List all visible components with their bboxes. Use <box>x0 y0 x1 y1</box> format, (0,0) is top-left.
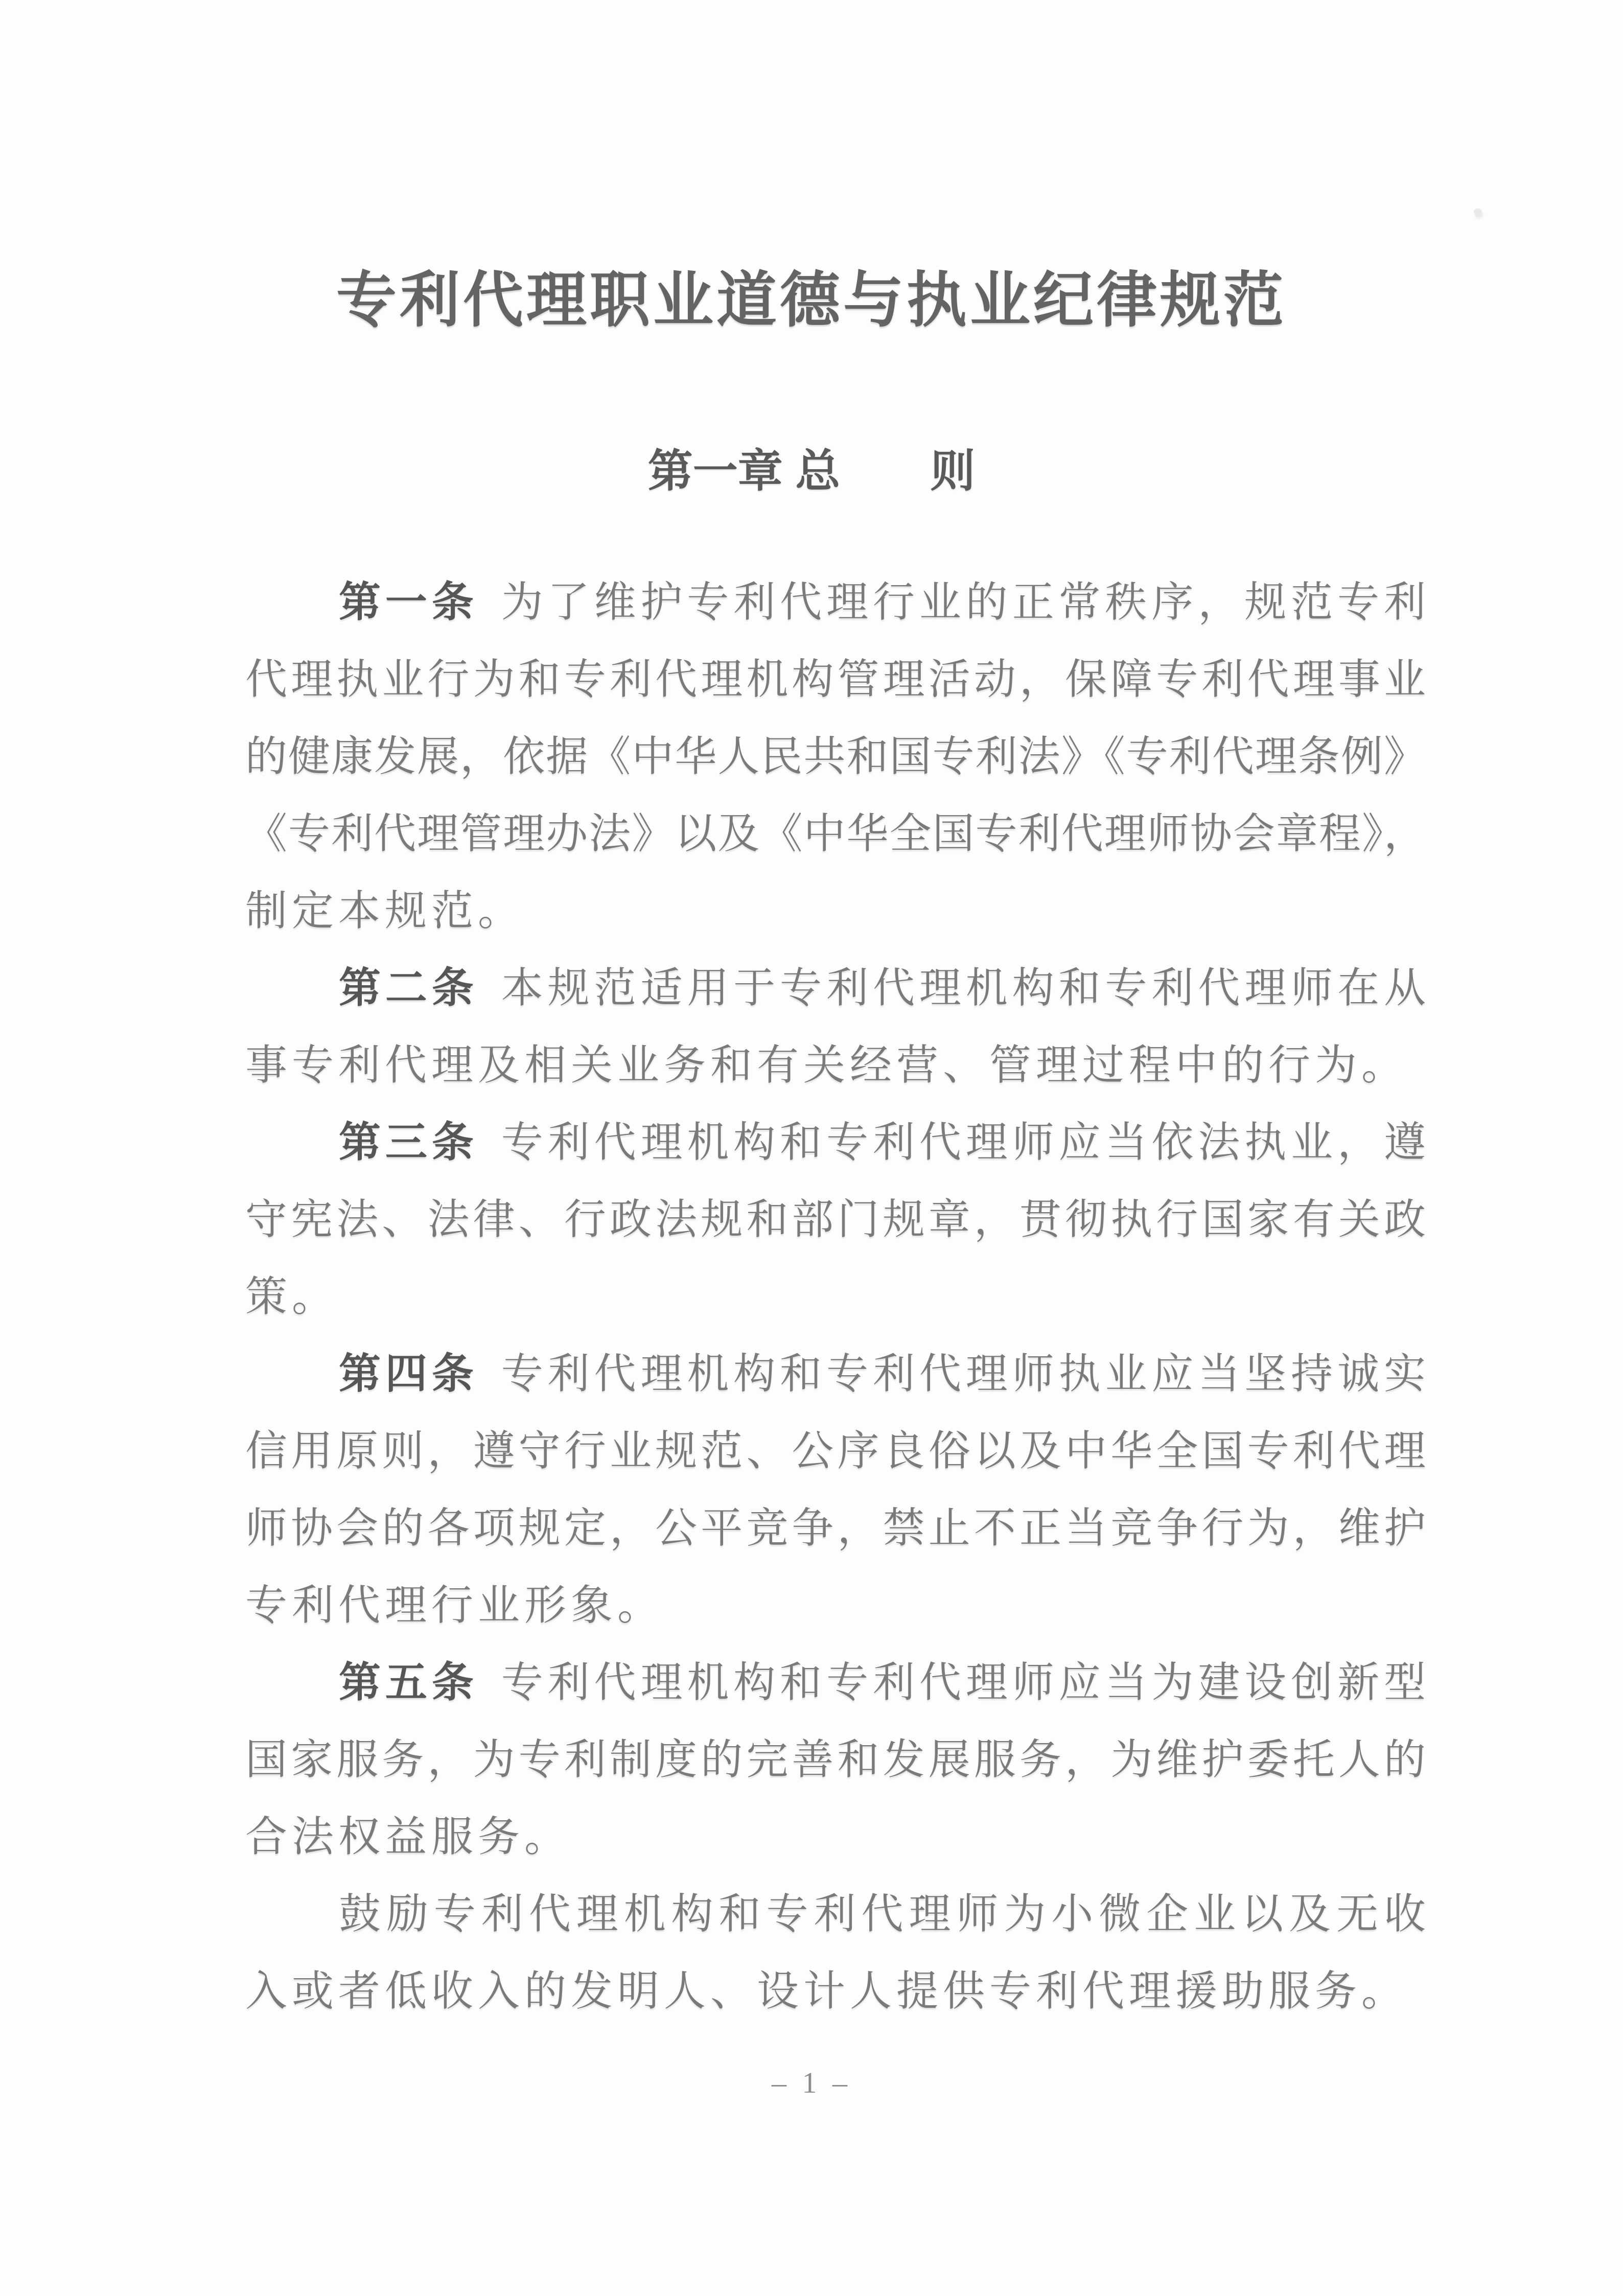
body-line-text: 专利代理机构和专利代理师应当依法执业，遵 <box>501 1119 1426 1166</box>
article-number-label: 第二条 <box>339 965 478 1011</box>
body-line <box>245 949 1426 1027</box>
body-line: 合法权益服务。 <box>245 1814 571 1860</box>
body-line: 的健康发展，依据《中华人民共和国专利法》《专利代理条例》 <box>245 733 1426 780</box>
body-line: 代理执业行为和专利代理机构管理活动，保障专利代理事业 <box>245 656 1426 703</box>
body-line: 策。 <box>245 1273 339 1320</box>
article-number-label: 第四条 <box>339 1351 478 1397</box>
body-line: 入或者低收入的发明人、设计人提供专利代理援助服务。 <box>245 1968 1408 2014</box>
body-line-text: 专利代理机构和专利代理师执业应当坚持诚实 <box>501 1351 1426 1397</box>
body-line-text: 专利代理机构和专利代理师应当为建设创新型 <box>501 1659 1426 1706</box>
article-number-label: 第三条 <box>339 1119 478 1166</box>
body-line <box>245 1644 1426 1721</box>
body-line: 鼓励专利代理机构和专利代理师为小微企业以及无收 <box>339 1891 1426 1937</box>
scan-smudge <box>1474 208 1482 215</box>
body-line-text: 为了维护专利代理行业的正常秩序，规范专利 <box>501 579 1426 625</box>
document-title: 专利代理职业道德与执业纪律规范 <box>336 267 1287 334</box>
chapter-heading: 第一章 总 则 <box>647 446 976 496</box>
body-line: 国家服务，为专利制度的完善和发展服务，为维护委托人的 <box>245 1736 1426 1783</box>
body-line: 信用原则，遵守行业规范、公序良俗以及中华全国专利代理 <box>245 1428 1426 1474</box>
article-number-label: 第五条 <box>339 1659 478 1706</box>
body-line: 《专利代理管理办法》以及《中华全国专利代理师协会章程》， <box>245 810 1426 857</box>
article-number-label: 第一条 <box>339 579 478 625</box>
body-line-text: 本规范适用于专利代理机构和专利代理师在从 <box>501 965 1426 1011</box>
body-line <box>245 1335 1426 1412</box>
document-body <box>245 564 1426 2030</box>
body-line: 专利代理行业形象。 <box>245 1582 664 1629</box>
body-line: 守宪法、法律、行政法规和部门规章，贯彻执行国家有关政 <box>245 1196 1426 1243</box>
body-line: 制定本规范。 <box>245 888 525 934</box>
body-line: 事专利代理及相关业务和有关经营、管理过程中的行为。 <box>245 1042 1408 1088</box>
body-line <box>245 564 1426 641</box>
page-number: – 1 – <box>772 2066 851 2099</box>
body-line <box>245 1104 1426 1181</box>
body-line: 师协会的各项规定，公平竞争，禁止不正当竞争行为，维护 <box>245 1505 1426 1551</box>
